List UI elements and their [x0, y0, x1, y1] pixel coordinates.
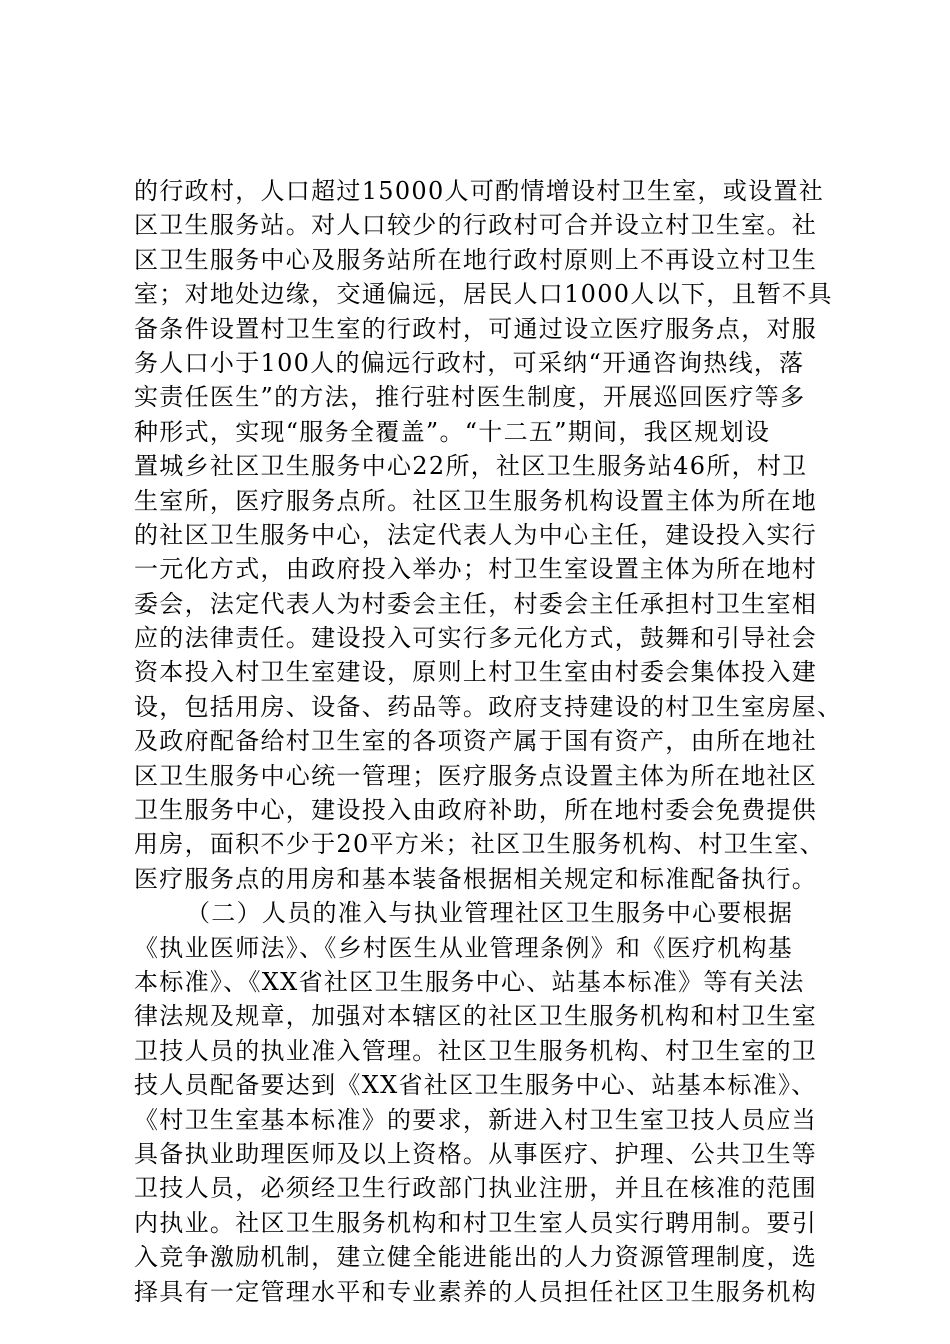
text-line: 用房，面积不少于20平方米；社区卫生服务机构、村卫生室、 — [134, 830, 825, 859]
text-line: 医疗服务点的用房和基本装备根据相关规定和标准配备执行。 — [134, 864, 818, 893]
text-line: 资本投入村卫生室建设，原则上村卫生室由村委会集体投入建 — [134, 658, 818, 687]
text-line: 区卫生服务中心统一管理；医疗服务点设置主体为所在地社区 — [134, 761, 818, 790]
text-line: 室；对地处边缘，交通偏远，居民人口1000人以下，且暂不具 — [134, 280, 833, 309]
text-line: （二）人员的准入与执业管理社区卫生服务中心要根据 — [186, 899, 794, 928]
text-line: 《村卫生室基本标准》的要求，新进入村卫生室卫技人员应当 — [134, 1105, 818, 1134]
text-line: 具备执业助理医师及以上资格。从事医疗、护理、公共卫生等 — [134, 1139, 818, 1168]
text-line: 应的法律责任。建设投入可实行多元化方式，鼓舞和引导社会 — [134, 624, 818, 653]
text-line: 技人员配备要达到《XX省社区卫生服务中心、站基本标准》、 — [134, 1071, 817, 1100]
text-line: 备条件设置村卫生室的行政村，可通过设立医疗服务点，对服 — [134, 314, 818, 343]
text-line: 设，包括用房、设备、药品等。政府支持建设的村卫生室房屋、 — [134, 692, 843, 721]
text-line: 实责任医生”的方法，推行驻村医生制度，开展巡回医疗等多 — [134, 383, 806, 412]
text-line: 种形式，实现“服务全覆盖”。“十二五”期间，我区规划设 — [134, 417, 771, 446]
text-line: 置城乡社区卫生服务中心22所，社区卫生服务站46所，村卫 — [134, 452, 808, 481]
text-line: 及政府配备给村卫生室的各项资产属于国有资产，由所在地社 — [134, 727, 818, 756]
text-line: 内执业。社区卫生服务机构和村卫生室人员实行聘用制。要引 — [134, 1208, 818, 1237]
text-line: 务人口小于100人的偏远行政村，可采纳“开通咨询热线，落 — [134, 348, 805, 377]
text-line: 的行政村，人口超过15000人可酌情增设村卫生室，或设置社 — [134, 177, 825, 205]
text-line: 委会，法定代表人为村委会主任，村委会主任承担村卫生室相 — [134, 589, 818, 618]
text-line: 择具有一定管理水平和专业素养的人员担任社区卫生服务机构 — [134, 1277, 818, 1306]
paragraph-personnel-management — [134, 896, 834, 1309]
text-line: 区卫生服务中心及服务站所在地行政村原则上不再设立村卫生 — [134, 245, 818, 274]
text-line: 入竞争激励机制，建立健全能进能出的人力资源管理制度，选 — [134, 1243, 818, 1272]
body-text — [134, 174, 843, 1309]
text-line: 的社区卫生服务中心，法定代表人为中心主任，建设投入实行 — [134, 520, 818, 549]
text-line: 卫技人员，必须经卫生行政部门执业注册，并且在核准的范围 — [134, 1174, 818, 1203]
text-line: 《执业医师法》、《乡村医生从业管理条例》和《医疗机构基 — [134, 933, 794, 962]
text-line: 一元化方式，由政府投入举办；村卫生室设置主体为所在地村 — [134, 555, 818, 584]
text-line: 区卫生服务站。对人口较少的行政村可合并设立村卫生室。社 — [134, 211, 818, 240]
paragraph-facility-setup — [134, 174, 843, 896]
text-line: 本标准》、《XX省社区卫生服务中心、站基本标准》等有关法 — [134, 967, 805, 996]
text-line: 生室所，医疗服务点所。社区卫生服务机构设置主体为所在地 — [134, 486, 818, 515]
text-line: 卫技人员的执业准入管理。社区卫生服务机构、村卫生室的卫 — [134, 1036, 818, 1065]
text-line: 卫生服务中心，建设投入由政府补助，所在地村委会免费提供 — [134, 796, 818, 825]
text-line: 律法规及规章，加强对本辖区的社区卫生服务机构和村卫生室 — [134, 1002, 818, 1031]
